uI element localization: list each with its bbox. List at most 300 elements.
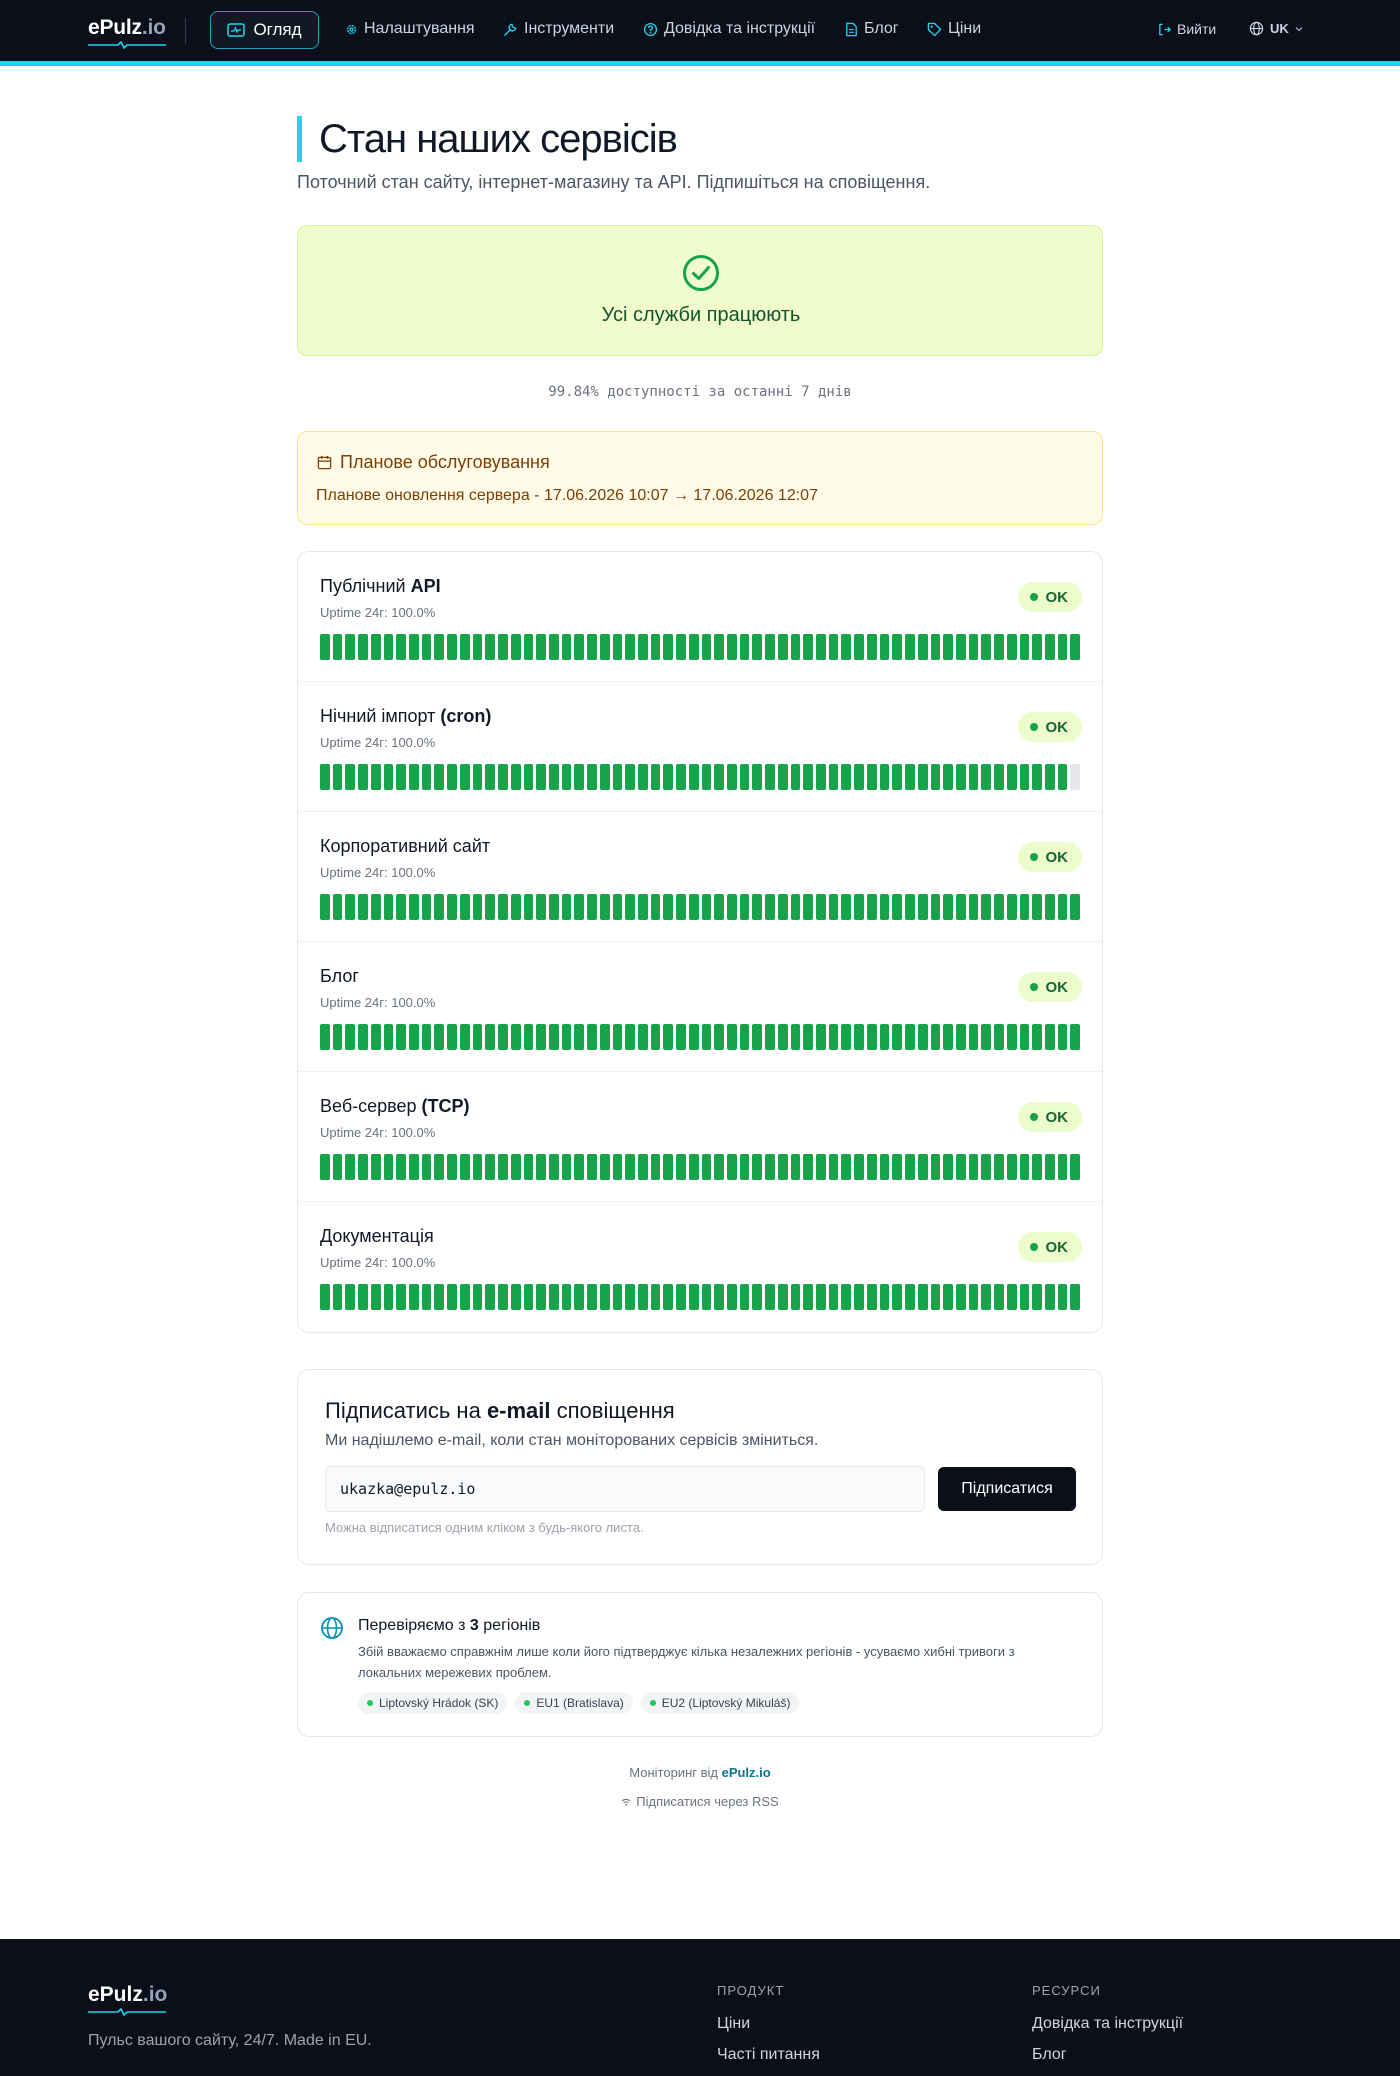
uptime-bar[interactable] bbox=[473, 1154, 483, 1180]
uptime-bar[interactable] bbox=[384, 1024, 394, 1050]
uptime-bar[interactable] bbox=[460, 634, 470, 660]
uptime-bar[interactable] bbox=[422, 894, 432, 920]
uptime-bar[interactable] bbox=[778, 764, 788, 790]
uptime-bar[interactable] bbox=[943, 1284, 953, 1310]
uptime-bar[interactable] bbox=[396, 764, 406, 790]
uptime-bar[interactable] bbox=[422, 1284, 432, 1310]
uptime-bar[interactable] bbox=[625, 1154, 635, 1180]
uptime-bar[interactable] bbox=[752, 1284, 762, 1310]
uptime-bar[interactable] bbox=[587, 764, 597, 790]
uptime-bar[interactable] bbox=[651, 764, 661, 790]
uptime-bar[interactable] bbox=[905, 1284, 915, 1310]
uptime-bar[interactable] bbox=[931, 1284, 941, 1310]
uptime-bar[interactable] bbox=[600, 764, 610, 790]
uptime-bar[interactable] bbox=[473, 894, 483, 920]
uptime-bar[interactable] bbox=[740, 634, 750, 660]
footer-link[interactable]: Блог bbox=[1032, 2046, 1067, 2063]
uptime-bar[interactable] bbox=[396, 894, 406, 920]
uptime-bar[interactable] bbox=[447, 764, 457, 790]
uptime-bar[interactable] bbox=[689, 1284, 699, 1310]
uptime-bar[interactable] bbox=[1020, 894, 1030, 920]
uptime-bar[interactable] bbox=[625, 764, 635, 790]
uptime-bar[interactable] bbox=[473, 1284, 483, 1310]
uptime-bar[interactable] bbox=[905, 634, 915, 660]
uptime-bar[interactable] bbox=[740, 764, 750, 790]
uptime-bar[interactable] bbox=[689, 1024, 699, 1050]
uptime-bar[interactable] bbox=[524, 894, 534, 920]
uptime-bar[interactable] bbox=[447, 634, 457, 660]
uptime-bar[interactable] bbox=[1045, 894, 1055, 920]
uptime-bar[interactable] bbox=[460, 1024, 470, 1050]
uptime-bar[interactable] bbox=[1007, 1154, 1017, 1180]
uptime-bar[interactable] bbox=[460, 1154, 470, 1180]
uptime-bar[interactable] bbox=[918, 634, 928, 660]
uptime-bar[interactable] bbox=[396, 1284, 406, 1310]
uptime-bar[interactable] bbox=[1007, 1024, 1017, 1050]
uptime-bar[interactable] bbox=[778, 1154, 788, 1180]
uptime-bar[interactable] bbox=[752, 894, 762, 920]
uptime-bar[interactable] bbox=[816, 1154, 826, 1180]
uptime-bar[interactable] bbox=[727, 894, 737, 920]
uptime-bar[interactable] bbox=[867, 1024, 877, 1050]
uptime-bar[interactable] bbox=[740, 1284, 750, 1310]
uptime-bar[interactable] bbox=[536, 894, 546, 920]
uptime-bar[interactable] bbox=[994, 764, 1004, 790]
uptime-bar[interactable] bbox=[447, 1154, 457, 1180]
uptime-bar[interactable] bbox=[625, 894, 635, 920]
uptime-bar[interactable] bbox=[498, 764, 508, 790]
uptime-bar[interactable] bbox=[880, 1284, 890, 1310]
uptime-bar[interactable] bbox=[358, 1154, 368, 1180]
uptime-bar[interactable] bbox=[841, 1024, 851, 1050]
uptime-bar[interactable] bbox=[1020, 1154, 1030, 1180]
uptime-bar[interactable] bbox=[752, 764, 762, 790]
uptime-bar[interactable] bbox=[892, 634, 902, 660]
uptime-bar[interactable] bbox=[676, 764, 686, 790]
uptime-bar[interactable] bbox=[409, 1284, 419, 1310]
uptime-bar[interactable] bbox=[854, 1024, 864, 1050]
uptime-bar[interactable] bbox=[943, 764, 953, 790]
uptime-bar[interactable] bbox=[345, 1284, 355, 1310]
uptime-bar[interactable] bbox=[409, 1024, 419, 1050]
uptime-bar[interactable] bbox=[1032, 1284, 1042, 1310]
uptime-bar[interactable] bbox=[841, 1284, 851, 1310]
uptime-bar[interactable] bbox=[600, 634, 610, 660]
uptime-bar[interactable] bbox=[485, 1284, 495, 1310]
uptime-bar[interactable] bbox=[765, 1154, 775, 1180]
uptime-bar[interactable] bbox=[918, 1154, 928, 1180]
uptime-bar[interactable] bbox=[371, 1024, 381, 1050]
uptime-bar[interactable] bbox=[803, 1154, 813, 1180]
uptime-bar[interactable] bbox=[384, 894, 394, 920]
uptime-bar[interactable] bbox=[702, 894, 712, 920]
uptime-bar[interactable] bbox=[740, 1154, 750, 1180]
uptime-bar[interactable] bbox=[816, 1024, 826, 1050]
uptime-bar[interactable] bbox=[333, 1284, 343, 1310]
uptime-bar[interactable] bbox=[727, 634, 737, 660]
uptime-bar[interactable] bbox=[574, 894, 584, 920]
logout-button[interactable]: Вийти bbox=[1158, 21, 1216, 37]
uptime-bar[interactable] bbox=[727, 1024, 737, 1050]
uptime-bar[interactable] bbox=[854, 764, 864, 790]
uptime-bar[interactable] bbox=[841, 764, 851, 790]
uptime-bar[interactable] bbox=[841, 894, 851, 920]
uptime-bar[interactable] bbox=[918, 764, 928, 790]
uptime-bar[interactable] bbox=[1020, 1284, 1030, 1310]
uptime-bar[interactable] bbox=[498, 634, 508, 660]
uptime-bar[interactable] bbox=[918, 894, 928, 920]
uptime-bar[interactable] bbox=[409, 764, 419, 790]
uptime-bar[interactable] bbox=[574, 1154, 584, 1180]
uptime-bar[interactable] bbox=[918, 1024, 928, 1050]
uptime-bar[interactable] bbox=[396, 634, 406, 660]
uptime-bar[interactable] bbox=[740, 894, 750, 920]
uptime-bar[interactable] bbox=[320, 1154, 330, 1180]
uptime-bar[interactable] bbox=[1058, 894, 1068, 920]
uptime-bar[interactable] bbox=[562, 634, 572, 660]
nav-item-help[interactable]: Довідка та інструкції bbox=[643, 20, 815, 38]
uptime-bar[interactable] bbox=[434, 764, 444, 790]
uptime-bar[interactable] bbox=[524, 1024, 534, 1050]
uptime-bar[interactable] bbox=[740, 1024, 750, 1050]
uptime-bar[interactable] bbox=[803, 1024, 813, 1050]
uptime-bar[interactable] bbox=[676, 634, 686, 660]
uptime-bar[interactable] bbox=[638, 634, 648, 660]
uptime-bar[interactable] bbox=[384, 1284, 394, 1310]
uptime-bar[interactable] bbox=[651, 1024, 661, 1050]
uptime-bar[interactable] bbox=[892, 1284, 902, 1310]
uptime-bar[interactable] bbox=[345, 764, 355, 790]
uptime-bar[interactable] bbox=[524, 764, 534, 790]
uptime-bar[interactable] bbox=[434, 894, 444, 920]
uptime-bar[interactable] bbox=[524, 1284, 534, 1310]
uptime-bar[interactable] bbox=[498, 894, 508, 920]
uptime-bar[interactable] bbox=[994, 1284, 1004, 1310]
uptime-bar[interactable] bbox=[816, 1284, 826, 1310]
uptime-bar[interactable] bbox=[1058, 764, 1068, 790]
uptime-bar[interactable] bbox=[931, 894, 941, 920]
uptime-bar[interactable] bbox=[651, 1154, 661, 1180]
uptime-bar[interactable] bbox=[727, 1154, 737, 1180]
uptime-bar[interactable] bbox=[702, 1284, 712, 1310]
uptime-bar[interactable] bbox=[981, 1154, 991, 1180]
uptime-bar[interactable] bbox=[511, 1284, 521, 1310]
uptime-bar[interactable] bbox=[511, 764, 521, 790]
uptime-bar[interactable] bbox=[841, 1154, 851, 1180]
uptime-bar[interactable] bbox=[511, 1024, 521, 1050]
uptime-bar[interactable] bbox=[765, 634, 775, 660]
uptime-bar[interactable] bbox=[829, 634, 839, 660]
uptime-bar[interactable] bbox=[638, 764, 648, 790]
uptime-bar[interactable] bbox=[1058, 1284, 1068, 1310]
uptime-bar[interactable] bbox=[689, 1154, 699, 1180]
uptime-bar[interactable] bbox=[358, 1284, 368, 1310]
uptime-bar[interactable] bbox=[676, 1284, 686, 1310]
uptime-bar[interactable] bbox=[829, 1024, 839, 1050]
uptime-bar[interactable] bbox=[943, 894, 953, 920]
uptime-bar[interactable] bbox=[613, 894, 623, 920]
uptime-bar[interactable] bbox=[956, 634, 966, 660]
uptime-bar[interactable] bbox=[918, 1284, 928, 1310]
uptime-bar[interactable] bbox=[434, 634, 444, 660]
uptime-bar[interactable] bbox=[638, 1154, 648, 1180]
uptime-bar[interactable] bbox=[1070, 1024, 1080, 1050]
uptime-bar[interactable] bbox=[1070, 894, 1080, 920]
uptime-bar[interactable] bbox=[867, 764, 877, 790]
uptime-bar[interactable] bbox=[384, 634, 394, 660]
uptime-bar[interactable] bbox=[714, 764, 724, 790]
uptime-bar[interactable] bbox=[409, 894, 419, 920]
uptime-bar[interactable] bbox=[613, 764, 623, 790]
uptime-bar[interactable] bbox=[791, 1024, 801, 1050]
uptime-bar[interactable] bbox=[676, 894, 686, 920]
uptime-bar[interactable] bbox=[905, 1024, 915, 1050]
uptime-bar[interactable] bbox=[791, 894, 801, 920]
uptime-bar[interactable] bbox=[867, 1154, 877, 1180]
uptime-bar[interactable] bbox=[600, 894, 610, 920]
uptime-bar[interactable] bbox=[549, 1154, 559, 1180]
uptime-bar[interactable] bbox=[562, 764, 572, 790]
uptime-bar[interactable] bbox=[981, 634, 991, 660]
uptime-bar[interactable] bbox=[434, 1284, 444, 1310]
uptime-bar[interactable] bbox=[600, 1154, 610, 1180]
uptime-bar[interactable] bbox=[981, 1284, 991, 1310]
uptime-bar[interactable] bbox=[969, 764, 979, 790]
uptime-bar[interactable] bbox=[511, 894, 521, 920]
uptime-bar[interactable] bbox=[536, 1154, 546, 1180]
powered-brand-link[interactable]: ePulz.io bbox=[721, 1765, 771, 1780]
uptime-bar[interactable] bbox=[536, 634, 546, 660]
uptime-bar[interactable] bbox=[511, 1154, 521, 1180]
uptime-bar[interactable] bbox=[549, 764, 559, 790]
uptime-bar[interactable] bbox=[854, 1284, 864, 1310]
uptime-bar[interactable] bbox=[536, 1284, 546, 1310]
uptime-bar[interactable] bbox=[333, 894, 343, 920]
uptime-bar[interactable] bbox=[892, 1154, 902, 1180]
uptime-bar[interactable] bbox=[396, 1024, 406, 1050]
uptime-bar[interactable] bbox=[854, 1154, 864, 1180]
uptime-bar[interactable] bbox=[371, 764, 381, 790]
uptime-bar[interactable] bbox=[422, 634, 432, 660]
language-selector[interactable]: UK bbox=[1249, 21, 1303, 36]
uptime-bar[interactable] bbox=[969, 1154, 979, 1180]
uptime-bar[interactable] bbox=[333, 764, 343, 790]
uptime-bar[interactable] bbox=[981, 764, 991, 790]
uptime-bar[interactable] bbox=[1032, 1024, 1042, 1050]
email-field[interactable] bbox=[325, 1466, 925, 1512]
uptime-bar[interactable] bbox=[803, 894, 813, 920]
uptime-bar[interactable] bbox=[1058, 634, 1068, 660]
uptime-bar[interactable] bbox=[333, 1024, 343, 1050]
uptime-bar[interactable] bbox=[1032, 634, 1042, 660]
nav-item-tools[interactable]: Інструменти bbox=[503, 20, 614, 38]
uptime-bar[interactable] bbox=[1070, 764, 1080, 790]
uptime-bar[interactable] bbox=[803, 634, 813, 660]
uptime-bar[interactable] bbox=[320, 764, 330, 790]
uptime-bar[interactable] bbox=[994, 1024, 1004, 1050]
uptime-bar[interactable] bbox=[943, 1154, 953, 1180]
uptime-bar[interactable] bbox=[625, 634, 635, 660]
nav-item-blog[interactable]: Блог bbox=[845, 20, 899, 38]
uptime-bar[interactable] bbox=[549, 1024, 559, 1050]
uptime-bar[interactable] bbox=[320, 634, 330, 660]
uptime-bar[interactable] bbox=[358, 894, 368, 920]
nav-overview-button[interactable] bbox=[210, 11, 319, 49]
uptime-bar[interactable] bbox=[371, 1284, 381, 1310]
uptime-bar[interactable] bbox=[536, 1024, 546, 1050]
uptime-bar[interactable] bbox=[549, 894, 559, 920]
uptime-bar[interactable] bbox=[714, 894, 724, 920]
uptime-bar[interactable] bbox=[714, 1024, 724, 1050]
uptime-bar[interactable] bbox=[854, 894, 864, 920]
uptime-bar[interactable] bbox=[689, 894, 699, 920]
uptime-bar[interactable] bbox=[892, 894, 902, 920]
uptime-bar[interactable] bbox=[956, 894, 966, 920]
uptime-bar[interactable] bbox=[689, 634, 699, 660]
uptime-bar[interactable] bbox=[702, 1024, 712, 1050]
uptime-bar[interactable] bbox=[460, 894, 470, 920]
uptime-bar[interactable] bbox=[969, 894, 979, 920]
uptime-bar[interactable] bbox=[752, 1154, 762, 1180]
uptime-bar[interactable] bbox=[485, 764, 495, 790]
uptime-bar[interactable] bbox=[880, 1024, 890, 1050]
uptime-bar[interactable] bbox=[841, 634, 851, 660]
uptime-bar[interactable] bbox=[1032, 894, 1042, 920]
uptime-bar[interactable] bbox=[485, 1024, 495, 1050]
uptime-bar[interactable] bbox=[536, 764, 546, 790]
uptime-bar[interactable] bbox=[1007, 894, 1017, 920]
footer-link[interactable]: Довідка та інструкції bbox=[1032, 2015, 1184, 2032]
uptime-bar[interactable] bbox=[434, 1154, 444, 1180]
uptime-bar[interactable] bbox=[867, 894, 877, 920]
uptime-bar[interactable] bbox=[880, 894, 890, 920]
uptime-bar[interactable] bbox=[358, 634, 368, 660]
uptime-bar[interactable] bbox=[1070, 1284, 1080, 1310]
uptime-bar[interactable] bbox=[1020, 634, 1030, 660]
uptime-bar[interactable] bbox=[613, 1024, 623, 1050]
uptime-bar[interactable] bbox=[714, 1154, 724, 1180]
nav-item-settings[interactable]: Налаштування bbox=[345, 20, 475, 38]
footer-link[interactable]: Ціни bbox=[717, 2015, 751, 2032]
uptime-bar[interactable] bbox=[345, 894, 355, 920]
uptime-bar[interactable] bbox=[320, 894, 330, 920]
uptime-bar[interactable] bbox=[422, 1154, 432, 1180]
uptime-bar[interactable] bbox=[663, 1154, 673, 1180]
uptime-bar[interactable] bbox=[765, 1284, 775, 1310]
uptime-bar[interactable] bbox=[320, 1284, 330, 1310]
uptime-bar[interactable] bbox=[689, 764, 699, 790]
uptime-bar[interactable] bbox=[1020, 1024, 1030, 1050]
uptime-bar[interactable] bbox=[562, 894, 572, 920]
uptime-bar[interactable] bbox=[727, 1284, 737, 1310]
subscribe-button[interactable]: Підписатися bbox=[938, 1467, 1076, 1511]
uptime-bar[interactable] bbox=[549, 1284, 559, 1310]
logo[interactable] bbox=[88, 16, 166, 40]
uptime-bar[interactable] bbox=[1032, 764, 1042, 790]
uptime-bar[interactable] bbox=[333, 634, 343, 660]
uptime-bar[interactable] bbox=[498, 1284, 508, 1310]
uptime-bar[interactable] bbox=[600, 1284, 610, 1310]
uptime-bar[interactable] bbox=[1058, 1024, 1068, 1050]
uptime-bar[interactable] bbox=[702, 1154, 712, 1180]
uptime-bar[interactable] bbox=[816, 894, 826, 920]
uptime-bar[interactable] bbox=[1007, 634, 1017, 660]
uptime-bar[interactable] bbox=[371, 894, 381, 920]
uptime-bar[interactable] bbox=[931, 1154, 941, 1180]
uptime-bar[interactable] bbox=[663, 894, 673, 920]
uptime-bar[interactable] bbox=[498, 1024, 508, 1050]
uptime-bar[interactable] bbox=[473, 634, 483, 660]
uptime-bar[interactable] bbox=[574, 634, 584, 660]
uptime-bar[interactable] bbox=[1045, 634, 1055, 660]
uptime-bar[interactable] bbox=[422, 764, 432, 790]
uptime-bar[interactable] bbox=[587, 1024, 597, 1050]
uptime-bar[interactable] bbox=[1058, 1154, 1068, 1180]
uptime-bar[interactable] bbox=[791, 634, 801, 660]
uptime-bar[interactable] bbox=[791, 764, 801, 790]
uptime-bar[interactable] bbox=[791, 1284, 801, 1310]
uptime-bar[interactable] bbox=[485, 1154, 495, 1180]
uptime-bar[interactable] bbox=[396, 1154, 406, 1180]
uptime-bar[interactable] bbox=[867, 634, 877, 660]
uptime-bar[interactable] bbox=[663, 1024, 673, 1050]
uptime-bar[interactable] bbox=[867, 1284, 877, 1310]
uptime-bar[interactable] bbox=[663, 1284, 673, 1310]
uptime-bar[interactable] bbox=[473, 1024, 483, 1050]
uptime-bar[interactable] bbox=[473, 764, 483, 790]
uptime-bar[interactable] bbox=[613, 1154, 623, 1180]
uptime-bar[interactable] bbox=[1045, 764, 1055, 790]
uptime-bar[interactable] bbox=[587, 1284, 597, 1310]
uptime-bar[interactable] bbox=[1007, 764, 1017, 790]
uptime-bar[interactable] bbox=[574, 1284, 584, 1310]
uptime-bar[interactable] bbox=[969, 1024, 979, 1050]
uptime-bar[interactable] bbox=[1070, 1154, 1080, 1180]
uptime-bar[interactable] bbox=[714, 1284, 724, 1310]
uptime-bar[interactable] bbox=[511, 634, 521, 660]
uptime-bar[interactable] bbox=[1070, 634, 1080, 660]
uptime-bar[interactable] bbox=[447, 1024, 457, 1050]
uptime-bar[interactable] bbox=[880, 1154, 890, 1180]
uptime-bar[interactable] bbox=[727, 764, 737, 790]
uptime-bar[interactable] bbox=[765, 894, 775, 920]
uptime-bar[interactable] bbox=[1020, 764, 1030, 790]
uptime-bar[interactable] bbox=[651, 894, 661, 920]
uptime-bar[interactable] bbox=[447, 894, 457, 920]
uptime-bar[interactable] bbox=[625, 1284, 635, 1310]
uptime-bar[interactable] bbox=[625, 1024, 635, 1050]
uptime-bar[interactable] bbox=[574, 1024, 584, 1050]
uptime-bar[interactable] bbox=[829, 1284, 839, 1310]
uptime-bar[interactable] bbox=[829, 894, 839, 920]
uptime-bar[interactable] bbox=[803, 764, 813, 790]
uptime-bar[interactable] bbox=[752, 634, 762, 660]
uptime-bar[interactable] bbox=[816, 764, 826, 790]
uptime-bar[interactable] bbox=[994, 894, 1004, 920]
uptime-bar[interactable] bbox=[460, 1284, 470, 1310]
uptime-bar[interactable] bbox=[1032, 1154, 1042, 1180]
uptime-bar[interactable] bbox=[345, 1024, 355, 1050]
uptime-bar[interactable] bbox=[384, 764, 394, 790]
uptime-bar[interactable] bbox=[358, 764, 368, 790]
uptime-bar[interactable] bbox=[409, 634, 419, 660]
uptime-bar[interactable] bbox=[1045, 1284, 1055, 1310]
uptime-bar[interactable] bbox=[956, 764, 966, 790]
uptime-bar[interactable] bbox=[994, 634, 1004, 660]
uptime-bar[interactable] bbox=[384, 1154, 394, 1180]
uptime-bar[interactable] bbox=[816, 634, 826, 660]
uptime-bar[interactable] bbox=[702, 634, 712, 660]
